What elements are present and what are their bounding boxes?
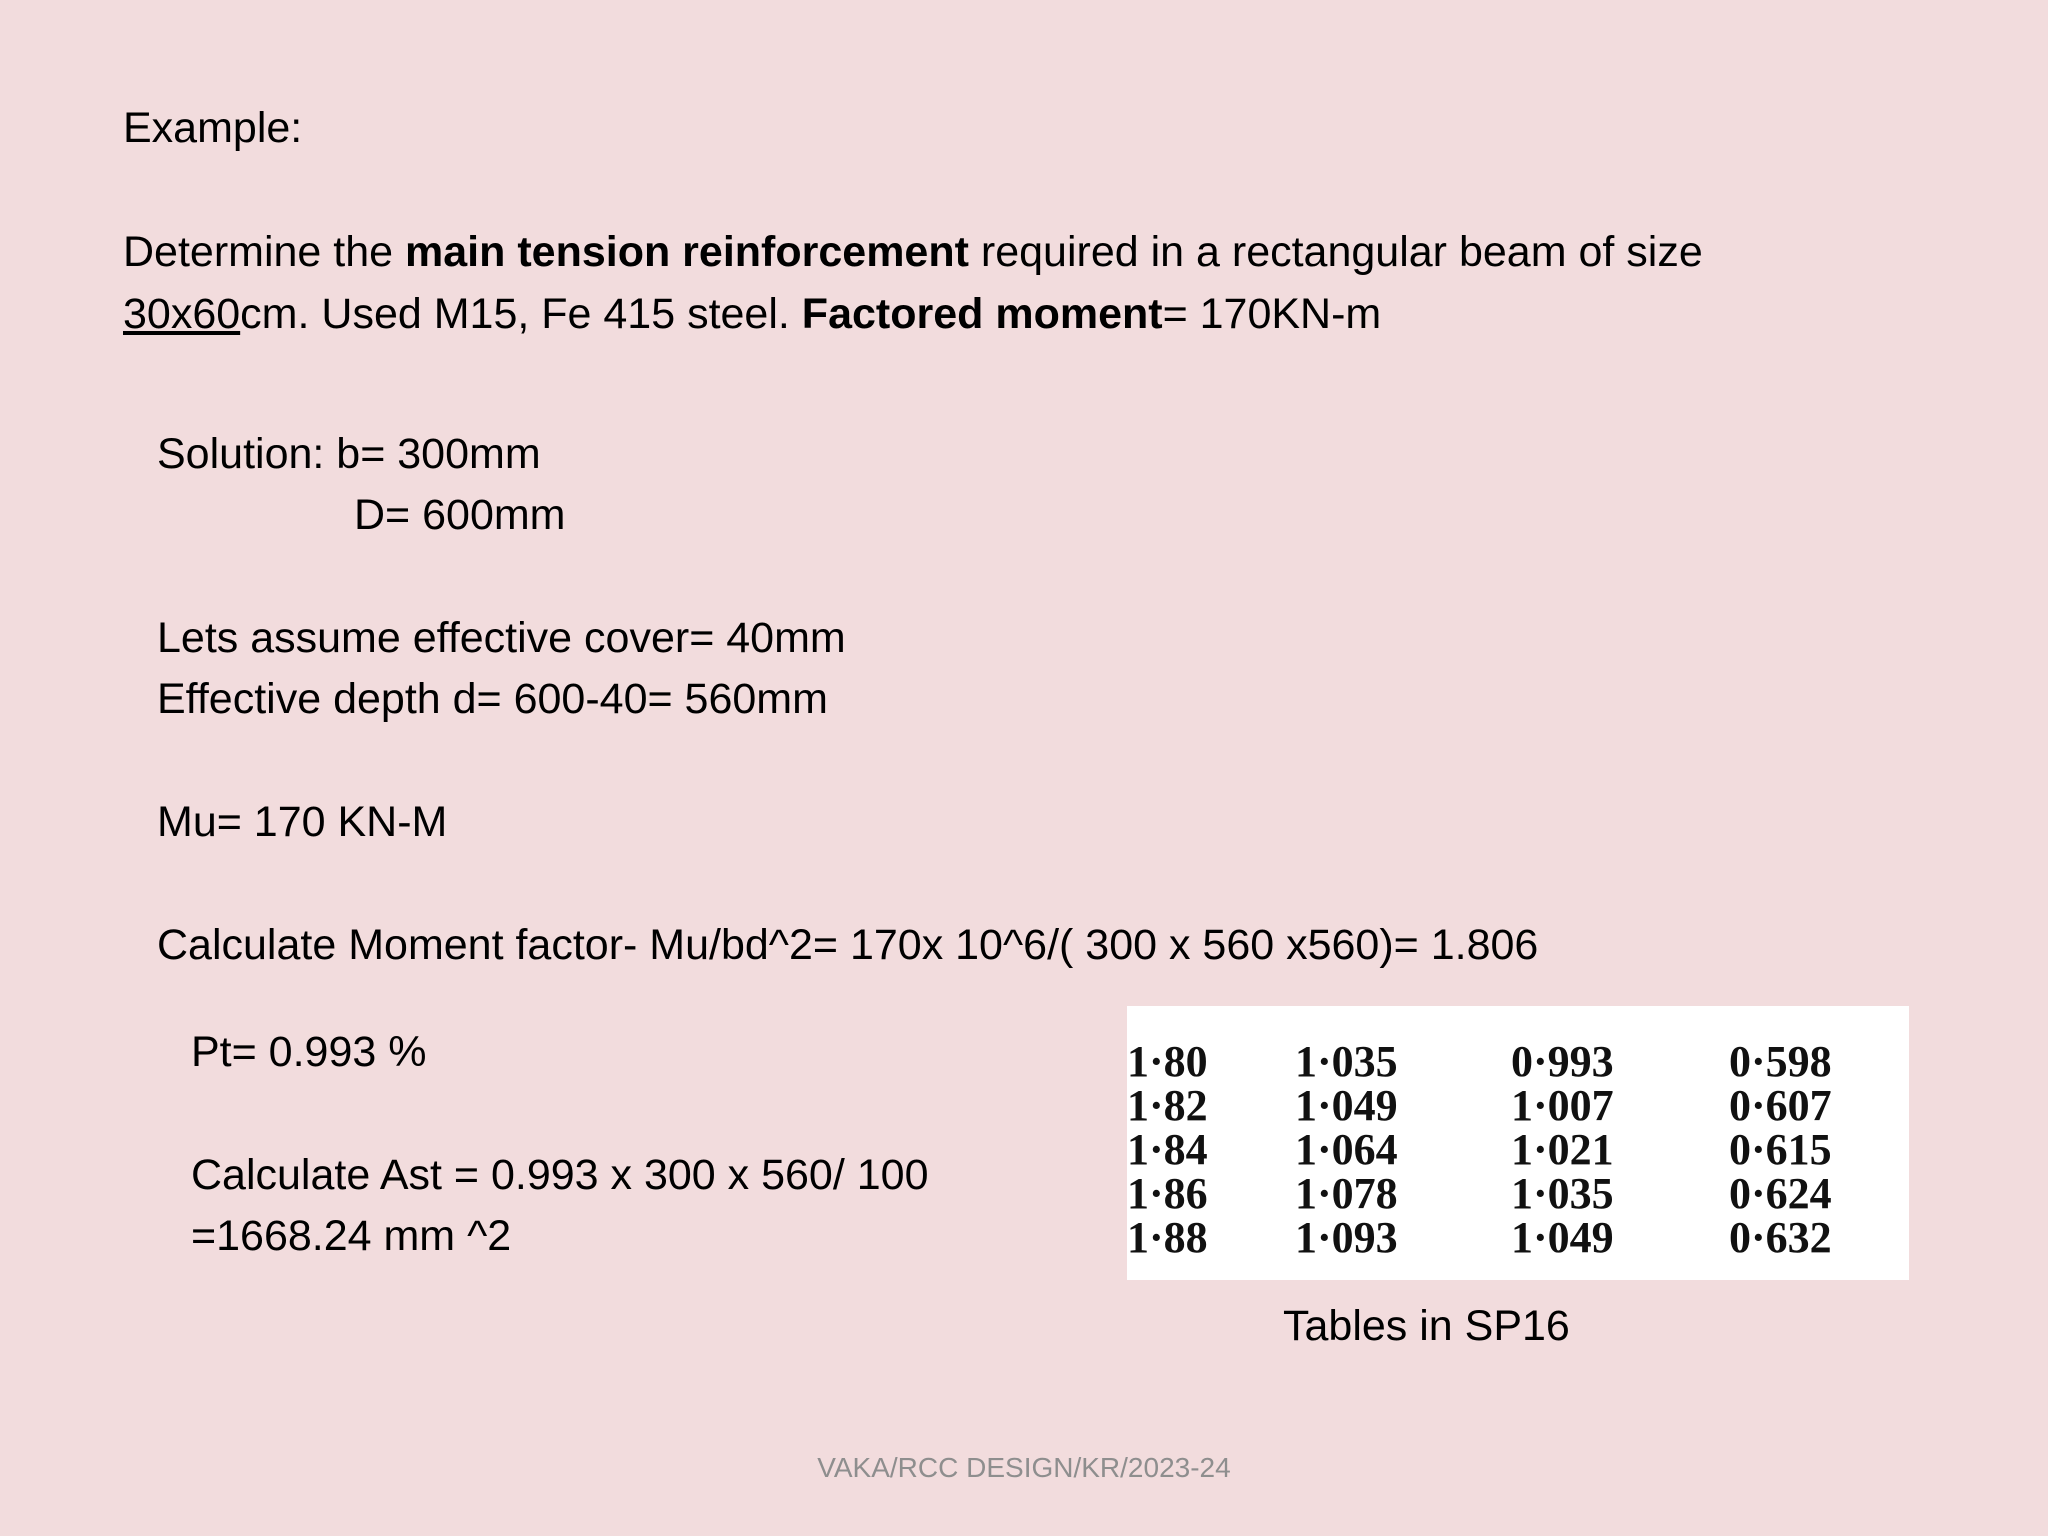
problem-text: required in a rectangular beam of size	[968, 228, 1703, 276]
table-cell: 1·049	[1511, 1213, 1614, 1262]
table-cell: 1·035	[1511, 1169, 1614, 1218]
table-cell: 0·632	[1729, 1213, 1832, 1262]
problem-line-1	[123, 228, 1703, 276]
problem-bold-term: main tension reinforcement	[405, 228, 969, 276]
table-cell: 1·035	[1295, 1037, 1398, 1086]
table-cell: 1·064	[1295, 1125, 1398, 1174]
table-cell: 0·598	[1729, 1037, 1832, 1086]
ast-result: =1668.24 mm ^2	[191, 1212, 512, 1260]
example-heading: Example:	[123, 104, 303, 152]
sp16-table-image	[1127, 1006, 1909, 1280]
table-cell: 0·993	[1511, 1037, 1614, 1086]
table-row	[1127, 1128, 1909, 1172]
solution-depth: D= 600mm	[354, 491, 566, 539]
table-cell: 1·88	[1127, 1213, 1208, 1262]
table-cell: 1·078	[1295, 1169, 1398, 1218]
factored-moment-label: Factored moment	[801, 290, 1163, 338]
table-cell: 1·093	[1295, 1213, 1398, 1262]
table-caption: Tables in SP16	[1283, 1302, 1570, 1350]
effective-cover: Lets assume effective cover= 40mm	[157, 614, 846, 662]
beam-size: 30x60	[123, 290, 241, 338]
table-row	[1127, 1040, 1909, 1084]
table-cell: 0·624	[1729, 1169, 1832, 1218]
table-cell: 0·615	[1729, 1125, 1832, 1174]
table-cell: 1·80	[1127, 1037, 1208, 1086]
problem-text: Determine the	[123, 228, 406, 276]
factored-moment-mu: Mu= 170 KN-M	[157, 798, 448, 846]
ast-calculation: Calculate Ast = 0.993 x 300 x 560/ 100	[191, 1151, 929, 1199]
pt-value: Pt= 0.993 %	[191, 1028, 427, 1076]
effective-depth: Effective depth d= 600-40= 560mm	[157, 675, 828, 723]
table-cell: 1·84	[1127, 1125, 1208, 1174]
moment-factor-calc: Calculate Moment factor- Mu/bd^2= 170x 10^6/( 300 x 560 x560)= 1.806	[157, 921, 1539, 969]
table-row	[1127, 1172, 1909, 1216]
table-row	[1127, 1216, 1909, 1260]
table-cell: 1·86	[1127, 1169, 1208, 1218]
factored-moment-value: = 170KN-m	[1162, 290, 1382, 338]
problem-text: cm. Used M15, Fe 415 steel.	[240, 290, 802, 338]
table-cell: 1·021	[1511, 1125, 1614, 1174]
slide-footer: VAKA/RCC DESIGN/KR/2023-24	[817, 1452, 1231, 1483]
table-cell: 0·607	[1729, 1081, 1832, 1130]
table-cell: 1·007	[1511, 1081, 1614, 1130]
table-cell: 1·049	[1295, 1081, 1398, 1130]
table-row	[1127, 1084, 1909, 1128]
table-cell: 1·82	[1127, 1081, 1208, 1130]
problem-line-2	[123, 290, 1382, 338]
solution-width: Solution: b= 300mm	[157, 430, 541, 478]
sp16-table	[1127, 1037, 1909, 1262]
